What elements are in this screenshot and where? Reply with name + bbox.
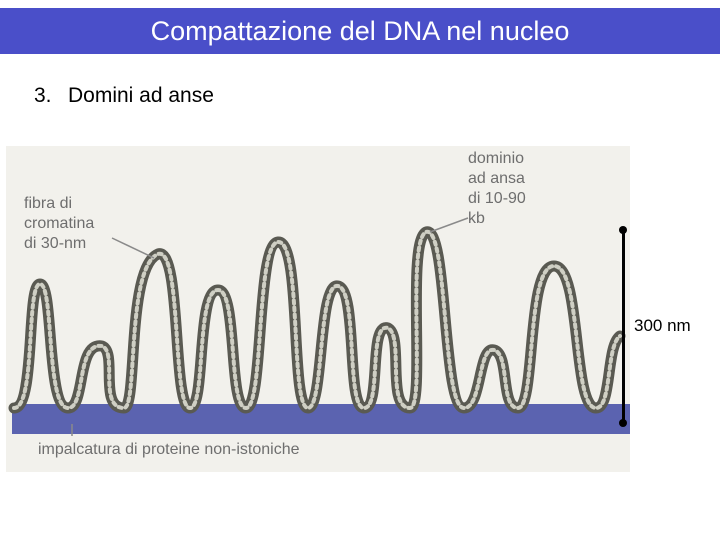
label-scaffold: impalcatura di proteine non-istoniche bbox=[38, 441, 300, 458]
scale-bar-top-dot bbox=[619, 226, 627, 234]
title-bar bbox=[0, 8, 720, 54]
scale-bar-bottom-dot bbox=[619, 419, 627, 427]
fiber-leader-line bbox=[112, 238, 154, 258]
chromatin-fiber bbox=[14, 232, 620, 408]
scale-label: 300 nm bbox=[634, 316, 691, 335]
list-item bbox=[34, 84, 214, 108]
loop-domain-figure bbox=[6, 146, 630, 472]
list-number: 3. bbox=[34, 84, 52, 107]
label-loop-domain: dominio ad ansa di 10-90 kb bbox=[468, 150, 526, 227]
label-chromatin-fiber: fibra di cromatina di 30-nm bbox=[24, 195, 95, 252]
slide-title: Compattazione del DNA nel nucleo bbox=[150, 15, 570, 46]
chromatin-diagram bbox=[6, 146, 630, 472]
protein-scaffold bbox=[12, 404, 630, 434]
loop-leader-line bbox=[430, 218, 468, 232]
scale-bar bbox=[622, 230, 625, 423]
list-text: Domini ad anse bbox=[68, 84, 214, 107]
